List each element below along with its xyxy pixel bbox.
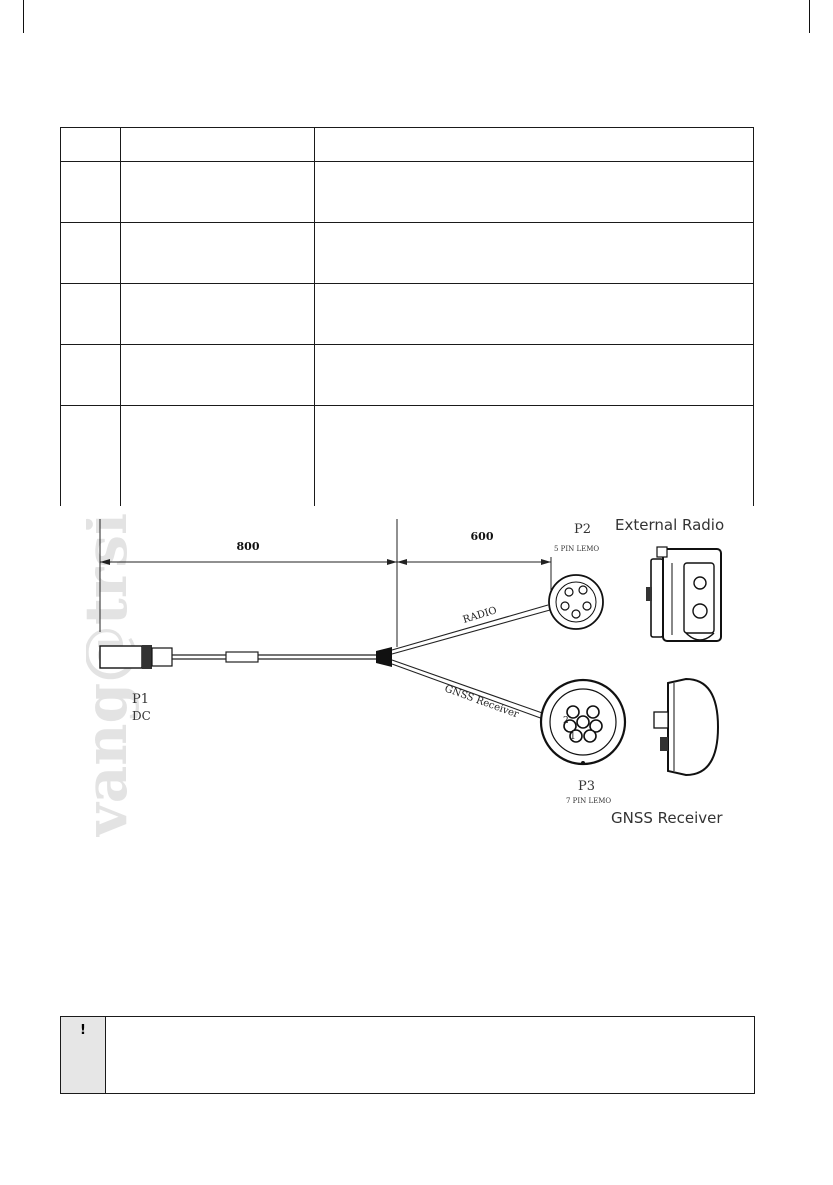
table-cell — [315, 284, 754, 345]
table-row — [61, 162, 754, 223]
table-cell — [61, 406, 121, 507]
cable-sleeve — [226, 652, 258, 662]
p2-label: P2 — [574, 522, 592, 537]
arrowhead — [541, 559, 551, 565]
table-cell — [315, 223, 754, 284]
table-cell — [121, 162, 315, 223]
cable-diagram-svg — [86, 507, 746, 837]
external-radio-label: External Radio — [615, 516, 725, 534]
note-text — [106, 1017, 754, 1093]
p3-label: P3 — [578, 779, 596, 794]
table-header-row — [61, 128, 754, 162]
arrowhead — [397, 559, 407, 565]
table-cell — [61, 162, 121, 223]
dimension-left-label: 800 — [236, 540, 260, 553]
table-header-cell — [121, 128, 315, 162]
five-pin-connector-icon — [549, 575, 603, 629]
gnss-cable — [392, 660, 548, 715]
note-icon-cell — [61, 1017, 106, 1093]
external-radio-icon — [646, 547, 721, 641]
table-cell — [121, 284, 315, 345]
table-cell — [315, 162, 754, 223]
p1-label: P1 — [132, 692, 150, 707]
splitter-icon — [376, 647, 392, 667]
dc-plug-icon — [100, 645, 172, 669]
table-cell — [315, 406, 754, 507]
p3-type: 7 PIN LEMO — [566, 797, 612, 805]
cable-diagram — [86, 507, 746, 837]
table-cell — [121, 223, 315, 284]
table-cell — [61, 345, 121, 406]
table-row — [61, 284, 754, 345]
table-header-cell — [315, 128, 754, 162]
arrowhead — [387, 559, 397, 565]
gnss-receiver-icon — [654, 679, 718, 775]
crop-mark-left — [23, 0, 24, 33]
radio-branch-label: RADIO — [461, 605, 499, 626]
crop-mark-right — [809, 0, 810, 33]
gnss-receiver-label: GNSS Receiver — [611, 809, 723, 827]
table-row — [61, 345, 754, 406]
table-row — [61, 406, 754, 507]
watermark-text — [86, 507, 140, 837]
table-cell — [61, 223, 121, 284]
table-cell — [121, 406, 315, 507]
pin-number: 2 — [563, 716, 569, 726]
note-box — [60, 1016, 755, 1094]
table-cell — [121, 345, 315, 406]
gnss-branch-label: GNSS Receiver — [442, 683, 521, 721]
radio-cable — [392, 605, 548, 650]
pin-number: 1 — [570, 732, 576, 742]
p2-type: 5 PIN LEMO — [554, 545, 600, 553]
p1-type: DC — [132, 709, 151, 723]
table-header-cell — [61, 128, 121, 162]
table-cell — [315, 345, 754, 406]
spec-table — [60, 127, 754, 506]
exclamation-icon: ! — [80, 1023, 86, 1038]
seven-pin-connector-icon — [541, 680, 625, 765]
table-row — [61, 223, 754, 284]
dimension-right-label: 600 — [470, 530, 494, 543]
table-cell — [61, 284, 121, 345]
